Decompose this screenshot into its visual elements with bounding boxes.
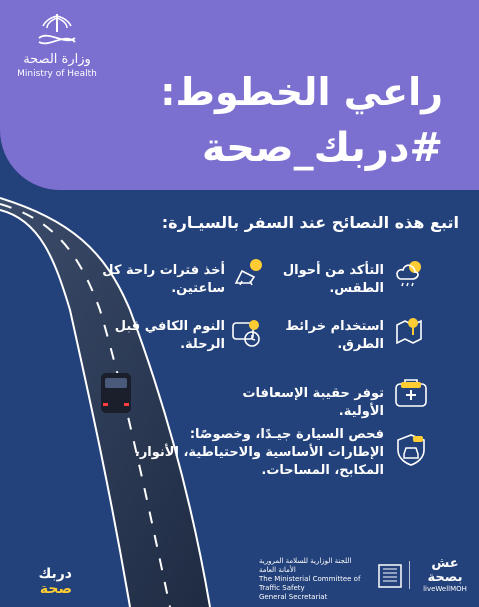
tip-map — [264, 318, 384, 354]
live-well-en: liveWellMOH — [423, 585, 467, 593]
tip-first-aid-text: توفر حقيبة الإسعافات الأولية. — [242, 386, 384, 419]
partner-logos — [259, 556, 469, 601]
campaign-logo-line1: دربك — [38, 566, 72, 582]
logo-separator — [409, 561, 410, 589]
headline-title: راعي الخطوط: — [160, 70, 443, 114]
first-aid-bag-icon — [393, 375, 429, 411]
map-icon — [393, 313, 429, 349]
campaign-logo — [12, 567, 72, 597]
car-check-icon — [393, 432, 429, 468]
ministry-name-ar: وزارة الصحة — [23, 52, 91, 67]
tip-rest-text: أخذ فترات راحة كل ساعتين. — [102, 263, 225, 296]
tip-weather-text: التأكد من أحوال الطقس. — [282, 263, 384, 296]
headline-hashtag: #دربك_صحة — [201, 125, 443, 171]
sleep-clock-icon — [230, 313, 266, 349]
committee-name-ar: اللجنة الوزارية للسلامة المرورية — [259, 557, 352, 565]
live-well-ar: عش بصحة — [427, 556, 463, 585]
car-illustration — [101, 373, 131, 413]
tip-weather — [264, 262, 384, 298]
rest-chair-icon — [230, 255, 266, 291]
live-well-logo — [421, 557, 469, 597]
committee-sub-en: General Secretariat — [259, 593, 328, 601]
campaign-logo-line2: صحة — [39, 581, 72, 597]
traffic-committee-logo — [259, 557, 369, 602]
ministry-logo — [12, 12, 102, 80]
palm-swords-emblem-icon — [31, 12, 83, 48]
tip-car-check-text: فحص السيارة جيـدًا، وخصوصًا: الإطارات الأساسية والاحتياطية، الأنوار، المكابح، المساحات. — [134, 427, 384, 478]
committee-emblem-icon — [377, 563, 403, 589]
tip-rest — [70, 262, 225, 298]
tip-sleep-text: النوم الكافي قبل الرحلة. — [114, 319, 225, 352]
tip-first-aid — [194, 385, 384, 421]
committee-name-en: The Ministerial Committee of Traffic Safety — [259, 575, 361, 592]
tip-car-check — [134, 426, 384, 480]
committee-sub-ar: الأمانة العامة — [259, 566, 296, 574]
weather-icon — [393, 255, 429, 291]
tip-map-text: استخدام خرائط الطرق. — [285, 319, 384, 352]
tip-sleep — [70, 318, 225, 354]
intro-text: اتبع هذه النصائح عند السفر بالسيـارة: — [161, 213, 459, 232]
ministry-name-en: Ministry of Health — [17, 69, 97, 79]
